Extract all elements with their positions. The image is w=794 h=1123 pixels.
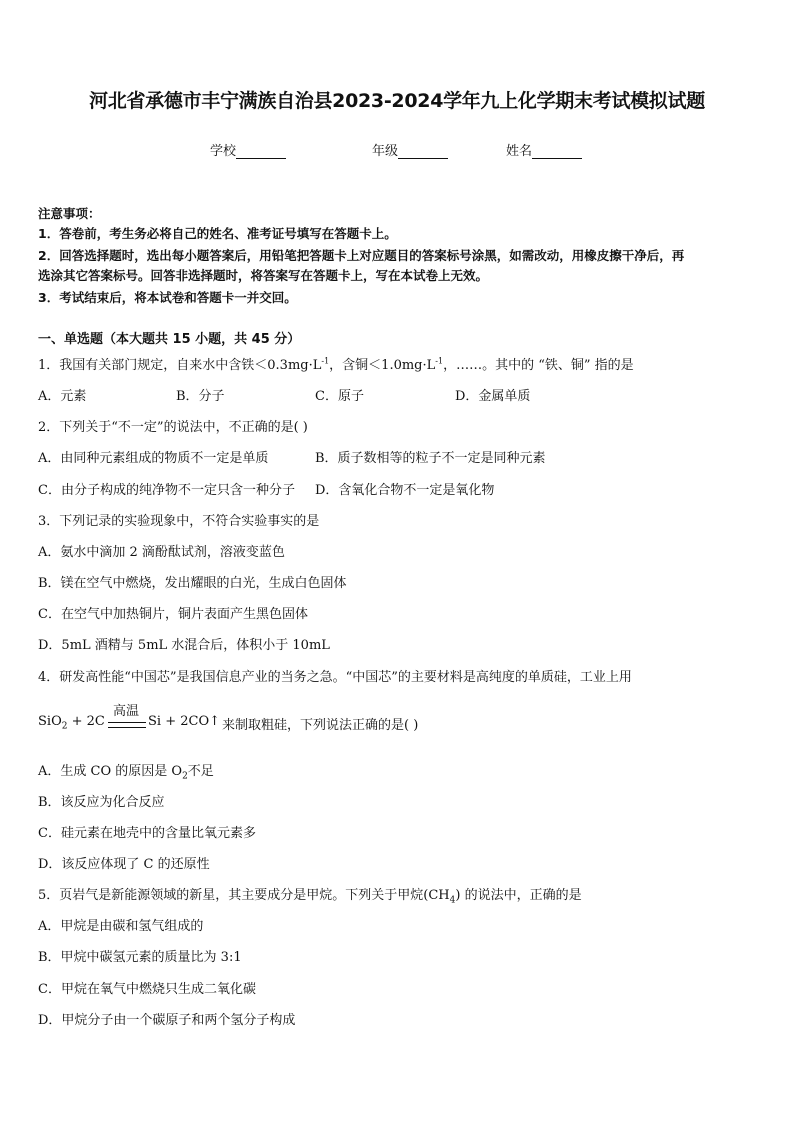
question-1-option-d: D．金属单质 — [455, 389, 531, 404]
question-5-option-b: B．甲烷中碳氢元素的质量比为 3:1 — [38, 950, 242, 965]
question-3-option-a: A．氨水中滴加 2 滴酚酞试剂，溶液变蓝色 — [38, 545, 285, 560]
question-2-option-b: B．质子数相等的粒子不一定是同种元素 — [315, 451, 546, 466]
notice-item-1: 1．答卷前，考生务必将自己的姓名、准考证号填写在答题卡上。 — [38, 226, 397, 241]
question-4-option-b: B．该反应为化合反应 — [38, 795, 165, 810]
equation-equals-sign — [108, 722, 146, 728]
question-2-stem: 2．下列关于“不一定”的说法中，不正确的是( ) — [38, 420, 308, 435]
exam-title: 河北省承德市丰宁满族自治县2023-2024学年九上化学期末考试模拟试题 — [89, 90, 705, 112]
equation-products: Si + 2CO↑ — [148, 714, 220, 729]
question-5-option-a: A．甲烷是由碳和氢气组成的 — [38, 919, 204, 934]
question-4-option-c: C．硅元素在地壳中的含量比氧元素多 — [38, 826, 256, 841]
question-3-option-c: C．在空气中加热铜片，铜片表面产生黑色固体 — [38, 607, 308, 622]
question-5-option-c: C．甲烷在氧气中燃烧只生成二氧化碳 — [38, 982, 256, 997]
grade-blank — [398, 145, 448, 159]
question-1-option-c: C．原子 — [315, 389, 364, 404]
name-blank — [532, 145, 582, 159]
grade-field — [372, 140, 448, 159]
question-3-stem: 3．下列记录的实验现象中，不符合实验事实的是 — [38, 514, 320, 529]
question-2-option-c: C．由分子构成的纯净物不一定只含一种分子 — [38, 483, 295, 498]
notice-heading: 注意事项： — [38, 206, 101, 221]
question-4-option-d: D．该反应体现了 C 的还原性 — [38, 857, 210, 872]
question-1-stem: 1．我国有关部门规定，自来水中含铁$<0.3mg\cdot L^{-1}$，含铜$<1.0mg\cdot L^{-1}$，……。其中的 “铁、铜” 指的是 — [38, 356, 634, 373]
question-4-stem: 4．研发高性能“中国芯”是我国信息产业的当务之急。“中国芯”的主要材料是高纯度的单质硅，工业上用 — [38, 670, 632, 685]
question-5-option-d: D．甲烷分子由一个碳原子和两个氢分子构成 — [38, 1013, 296, 1028]
notice-item-2-line-2: 选涂其它答案标号。回答非选择题时，将答案写在答题卡上，写在本试卷上无效。 — [38, 268, 489, 283]
equation-trailing-text: 来制取粗硅，下列说法正确的是( ) — [222, 718, 419, 733]
equation-reactants: SiO$_2$ + 2C — [38, 714, 105, 732]
name-field — [506, 140, 582, 159]
equation-condition: 高温 — [112, 704, 139, 719]
question-2-option-d: D．含氧化合物不一定是氧化物 — [315, 483, 495, 498]
question-3-option-b: B．镁在空气中燃烧，发出耀眼的白光，生成白色固体 — [38, 576, 347, 591]
question-2-option-a: A．由同种元素组成的物质不一定是单质 — [38, 451, 269, 466]
name-label: 姓名 — [506, 144, 533, 159]
notice-item-2-line-1: 2．回答选择题时，选出每小题答案后，用铅笔把答题卡上对应题目的答案标号涂黑，如需改动，用橡皮擦干净后，再 — [38, 248, 685, 263]
question-1-option-b: B．分子 — [176, 389, 225, 404]
question-1-option-a: A．元素 — [38, 389, 87, 404]
notice-item-3: 3．考试结束后，将本试卷和答题卡一并交回。 — [38, 290, 297, 305]
question-5-stem: 5．页岩气是新能源领域的新星，其主要成分是甲烷。下列关于甲烷$(CH_4)$ 的说法中，正确的是 — [38, 888, 582, 906]
section-heading: 一、单选题（本大题共 15 小题，共 45 分） — [38, 332, 301, 347]
question-3-option-d: D．5mL 酒精与 5mL 水混合后，体积小于 10mL — [38, 638, 330, 653]
question-4-option-a: A．生成 CO 的原因是 $O_2$不足 — [38, 764, 214, 782]
school-field — [210, 140, 286, 159]
grade-label: 年级 — [372, 144, 399, 159]
school-label: 学校 — [210, 144, 237, 159]
school-blank — [236, 145, 286, 159]
